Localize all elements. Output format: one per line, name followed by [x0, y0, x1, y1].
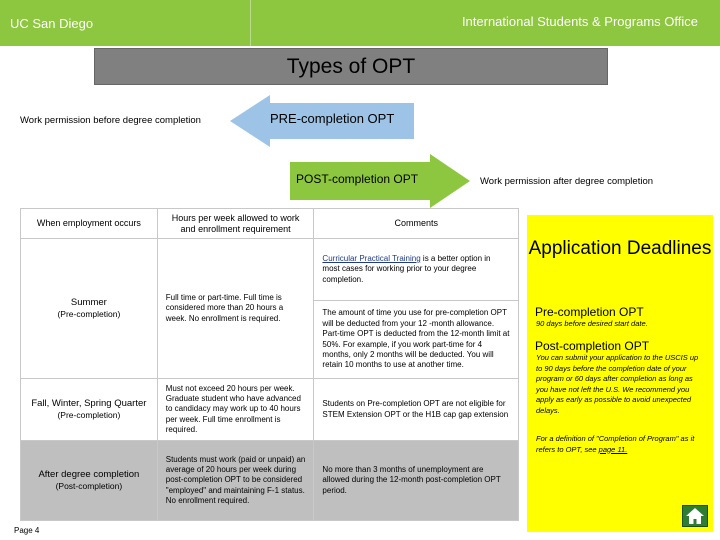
- deadline-post-heading: Post-completion OPT: [535, 339, 650, 353]
- hours-summer: Full time or part-time. Full time is considered more than 20 hours a week. No enrollment is required.: [157, 239, 314, 379]
- period-fws-label: Fall, Winter, Spring Quarter: [31, 397, 147, 409]
- deadline-post-text: You can submit your application to the USCIS up to 90 days before the completion date of your program or 60 days after completion as long as you have not left the U.S. We recommend you apply as early as possible to avoid unexpected delays.: [536, 353, 699, 415]
- period-summer: [21, 239, 158, 379]
- deadline-pre-text: 90 days before desired start date.: [536, 319, 648, 328]
- period-fws-sub: (Pre-completion): [57, 410, 121, 421]
- office-name: International Students & Programs Office: [461, 14, 698, 29]
- period-after: [21, 441, 158, 521]
- hours-fws: Must not exceed 20 hours per week. Graduate student who have advanced to candidacy may work up to 40 hours per week. Full time enrollment is required.: [157, 379, 314, 441]
- period-summer-sub: (Pre-completion): [57, 309, 121, 320]
- deadlines-panel: [527, 215, 713, 532]
- period-summer-label: Summer: [70, 296, 107, 308]
- home-icon[interactable]: [682, 505, 708, 527]
- table-row-fws: [21, 379, 519, 441]
- title-bar: [94, 48, 608, 85]
- header-hours: Hours per week allowed to work and enrollment requirement: [157, 209, 314, 239]
- pre-completion-label: PRE-completion OPT: [270, 111, 395, 126]
- header-bar: [0, 0, 720, 46]
- deadline-pre-heading: Pre-completion OPT: [535, 305, 644, 319]
- page-11-link[interactable]: page 11.: [598, 444, 628, 454]
- table-row-after: [21, 441, 519, 521]
- comment-summer-cpt: [314, 239, 519, 301]
- hours-after: Students must work (paid or unpaid) an average of 20 hours per week during post-completion OPT to be considered "employed" and maintaining F-1 status. No enrollment required.: [157, 441, 314, 521]
- period-after-sub: (Post-completion): [55, 481, 123, 492]
- opt-table: [20, 208, 519, 521]
- header-when: When employment occurs: [21, 209, 158, 239]
- header-divider: [250, 0, 251, 46]
- comment-after: No more than 3 months of unemployment are allowed during the 12-month post-completion OPT period.: [314, 441, 519, 521]
- period-after-label: After degree completion: [38, 468, 140, 480]
- table-header-row: [21, 209, 519, 239]
- page-number: Page 4: [14, 526, 40, 535]
- post-completion-description: Work permission after degree completion: [480, 176, 654, 187]
- pre-completion-description: Work permission before degree completion: [20, 115, 201, 126]
- deadlines-title: Application Deadlines: [528, 238, 712, 259]
- comment-summer-deduction: The amount of time you use for pre-completion OPT will be deducted from your 12 -month allowance. Part-time OPT is deducted from the 12-month limit at 50%. For example, if you work part-time for 4 months, only 2 months will be deducted. You will retain 10 months to use at another time.: [314, 301, 519, 379]
- org-name: UC San Diego: [10, 16, 94, 31]
- post-completion-label: POST-completion OPT: [296, 172, 419, 186]
- comment-fws: Students on Pre-completion OPT are not eligible for STEM Extension OPT or the H1B cap gap extension: [314, 379, 519, 441]
- completion-definition-text: For a definition of "Completion of Program" as it refers to OPT, see: [536, 434, 695, 454]
- cpt-link[interactable]: Curricular Practical Training: [322, 253, 421, 263]
- completion-definition: [536, 434, 706, 455]
- cpt-comment-text: is a better option in most cases for working prior to your degree completion.: [322, 253, 491, 284]
- table-row-summer-1: [21, 239, 519, 301]
- page-title: Types of OPT: [286, 55, 416, 78]
- header-comments: Comments: [314, 209, 519, 239]
- period-fws: [21, 379, 158, 441]
